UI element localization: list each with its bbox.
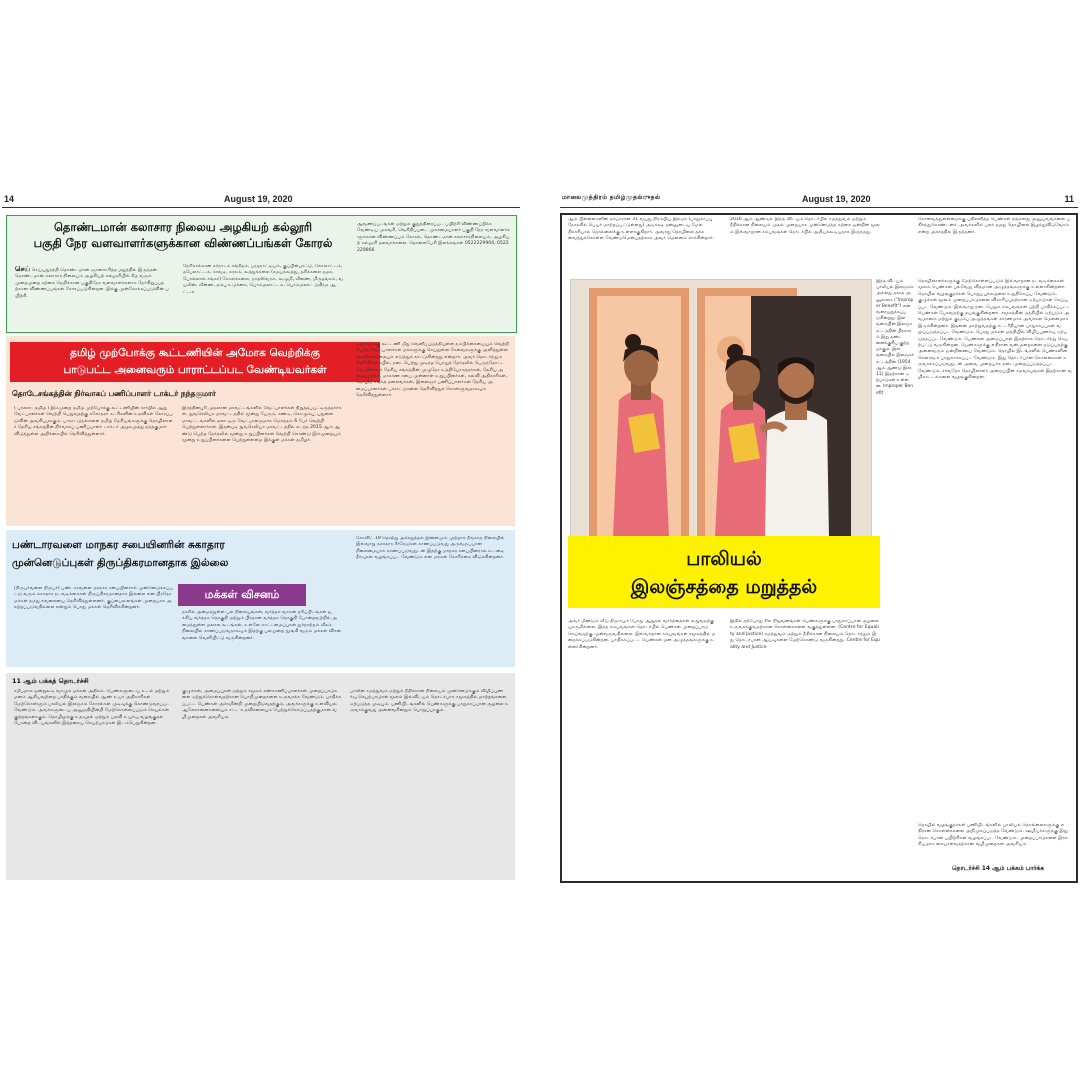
headline-line2: இலஞ்சத்தை மறுத்தல் bbox=[630, 576, 818, 598]
continuation-note: தொடர்ச்சி 14 ஆம் பக்கம் பார்க்க bbox=[952, 865, 1045, 872]
narrow-column-text: இந்த விடயம் பாலியல் இலஞ்சம் அல்லது தகாத அனுகூலம் ("Improper Benefit") என வரையறுக்கப்படுகின்றது. இலங்கையின் இலஞ்ச சட்டத்தின் பிரகாரம் இது தண்டனைக்குரிய குற்றமாகும். இலங்கையில் இலஞ்சச் சட்டத்தின் (1954 ஆம் ஆண்டு இல. 11) இதற்கான ஏற்பாடுகள் உள்ளன. bbox=[876, 279, 914, 390]
article2-headline-line2: பாடுபட்ட அனைவரும் பாராட்டப்பட வேண்டியவர்கள் bbox=[63, 364, 327, 376]
page-number: 11 bbox=[1064, 194, 1074, 204]
intro-col3: கோவைத்துள்ளமைக்கு பதிலளித்த பெண்கள் தங்களது அனுபவங்களை பகிர்ந்துகொண்டனர். அவர்களில் பலர் தமது தொழிலை இழந்துவிடுவோம் என்ற அச்சத்தில் இருந்தனர். bbox=[918, 217, 1071, 235]
article-college-applications bbox=[6, 215, 517, 333]
article4-body-2: குழுக்கள், அமைப்புகள் மற்றும் சமூகக் கண்காணிப்பாளர்கள் முறைப்பாடுகளை ஏற்றுக்கொள்வதற்கான பொறிமுறைகளை உருவாக்க வேண்டும். பாதிக்கப்பட்ட பெண்கள் அச்சமின்றி முறையிடுவதற்கும், அவர்களுக்கு உளவியல் ஆலோசனைகளையும் சட்ட உதவிகளையும் பெற்றுக்கொடுப்பதற்குமான வழிமுறைகள் அவசியம். bbox=[182, 689, 342, 720]
left-page bbox=[2, 193, 520, 885]
article3-body-1: (நிருபர்வளை நிருபர்) பண்டாரவளை மாநகர சபையினரால் முன்னெடுக்கப்பட்டு வரும் சுகாதார நடவடிக்கைகள் திருப்திகரமானதாக இல்லை என பிரதேச மக்கள் தமது கவலையை தெரிவித்துள்ளனர். குப்பைகூளங்கள் முறையாக அகற்றப்படுவதில்லை என்றும் பொது மக்கள் தெரிவிக்கின்றனர். bbox=[14, 586, 173, 611]
article1-lead-word: செய் bbox=[15, 266, 31, 273]
article4-continuation-label: 11 ஆம் பக்கத் தொடர்ச்சி bbox=[12, 677, 89, 685]
bottom-col2-text: இதில் தற்போது சில நிறுவனங்கள் பெண்களுக்கு பாதுகாப்பான சூழலை உருவாக்குவதற்கான கொள்கைகளை வகுத்துள்ளன. (Centre for Equality and Justice) சமத்துவம் மற்றும் நீதிக்கான நிலையம் தொடர்ந்தும் இது தொடர்பான ஆய்வுகளை மேற்கொண்டு வருகின்றது. bbox=[730, 619, 879, 644]
red-headline-band bbox=[10, 342, 380, 382]
headline-line1: பாலியல் bbox=[686, 548, 762, 570]
bottom-col2 bbox=[730, 619, 880, 859]
publication-name: மாலைமுத்திரம் தமிழ்முதல்ுதல் bbox=[562, 195, 661, 201]
article1-body-3: ஆவணப்படங்கள் மற்றும் குறுந்திரைப்பட பயிற்சி விண்ணப்பிக்க வேண்டிய முகவரி, வெரிதிப்படை முகாமையாளர் பகுதி நேர வளவாளர்களுக்கான விண்ணப்பம் கோரல், தொண்டமான் கலாசாரநிலையம், அழகியற் கல்லூரி தலவாக்கலை. தொலைபேசி இலக்கங்கள் 0522229904, 0522229866 bbox=[357, 222, 510, 253]
page-date: August 19, 2020 bbox=[802, 194, 871, 204]
narrow-column bbox=[876, 279, 914, 537]
page-number: 14 bbox=[4, 194, 15, 204]
article2-subhead: தொடேசங்கத்தின் நிர்வாகப் பணிப்பாளர் டாக்டர் நந்தகுமார் bbox=[12, 389, 216, 398]
article1-body-1: செய்யதுரத்தி தொண்டமான் ஞானசாரித்த மறுத்தில் இருந்தன் தொண்டமான் கலாசார நிலையம் அழகியற் கல்லூரியில் கீழ் வரும் முறைமுறை கற்கை நெறிக்கான பகுதிநேர வளவாளர்களாக நேர்கிறுப்பதற்கான விண்ணப்பங்கள் கோரப்படுகின்றன. இக்கு முன்கோக்கப்படுவின் பயிற்சி. bbox=[15, 268, 169, 299]
article1-body-2: நேரிகால்கான கர்நாடக சங்கீதம், பரதநாட்டியம், குப்பிள்பாட்டு, கோலாட்டம், தபேலாட்டம், காவடி, கரகம், கூத்துக்கலை (சமயக்கூத்து, தசிக்கலை தமக, போல்லால் சங்கர்) கோலக்கலை, நாதஸ்வரம், கூழுமி, வீணை, மிருதங்கம், வயலின், வீணை, தம்பு உடுக்கை, பொம்மலாட்டம், பொம்மலாட் டுதிரம ஆட்டம். bbox=[183, 264, 343, 295]
right-page-header bbox=[560, 193, 1078, 208]
article-sexual-bribery bbox=[560, 213, 1078, 883]
bottom-col3: தொழில் வழங்குநர்கள் பணியிடங்களில் பாலியல் தொல்லைகளுக்கு எதிரான கொள்கைகளை அறிமுகப்படுத்த வேண்டும். ஊழியர்களுக்கு இது தொடர்பான பயிற்சிகள் வழங்கப்பட வேண்டும். முறைப்பாடுகளை இரகசியமாக கையாள்வதற்கான வழிமுறைகள் அவசியம். bbox=[918, 823, 1068, 848]
article2-headline-line1: தமிழ் முற்போக்கு கூட்டணியின் அமோக வெற்றிக்கு bbox=[70, 347, 320, 359]
article3-headline-line1: பண்டாரவளை மாநகர சபையினரின் சுகாதார bbox=[12, 539, 225, 551]
article1-headline-line1: தொண்டமான் கலாசார நிலைய அழகியற் கல்லூரி bbox=[53, 220, 313, 234]
article-continuation bbox=[6, 673, 515, 880]
article2-body-1: ( பாலசா. தமிழ் ) இம்முறை தமிழ் முற்போக்கு கூட்டணியின் சார்பில் ஆறு வேட்பாளர்கள் வெற்றி பெறுவதற்கு சகோதரர் கட்சிகளின் உதவிகள் கோரப்படுவின் அவசியமாகும். பாராட்டுதல்களை தமிழ் தேசியங்களுக்கு தொழிலாளர் தேசிய சங்கத்தின் நிர்வாகப் பணிப்பாளர் டாக்டர் அழகமுத்து நந்தகுமார் விடுத்துள்ள அறிக்கையில் தெரிவித்துள்ளார். bbox=[14, 406, 173, 437]
intro-col2: 2016 ஆம் ஆண்டில் இந்த விடயம் தொடர்பில் சமத்துவம் மற்றும் நீதிக்கான நிலையம் முதல் முறையாக முன்னெடுத்த கற்கை ஒன்றின் மூலம் இவ்வாறான சம்பவங்கள் தொடர்பில் அறியக்கூடியதாக இருந்தது. bbox=[730, 217, 880, 235]
people-concern-tag: மக்கள் விசனம் bbox=[178, 584, 306, 606]
article3-headline-line2: முன்னெடுப்புகள் திருப்திகரமானதாக இல்லை bbox=[12, 557, 229, 569]
article1-headline-line2: பகுதி நேர வளவாளர்களுக்கான விண்ணப்பங்கள் கோரல் bbox=[33, 235, 333, 250]
right-page bbox=[560, 193, 1078, 885]
headline-box bbox=[568, 536, 880, 608]
bottom-col1: அவர் மீண்டும் வீடு திரும்பும் போது ஆறுதல் வார்த்தைகள் கூறுவதற்கு யாருமில்லை. இந்த சம்பவங்கள் தொடர்பில் பெண்கள் முறைப்பாடு செய்வதற்கு முன்வருவதில்லை. இவ்வாறான சம்பவங்கள் சமூகத்தில் மறைக்கப்படுகின்றன. பாதிக்கப்பட்ட பெண்கள் மன அழுத்தங்களுக்கு உள்ளாகின்றனர். bbox=[568, 619, 716, 650]
left-page-header bbox=[2, 193, 520, 208]
article-alliance-victory bbox=[6, 336, 515, 526]
article-municipal-sanitation bbox=[6, 530, 515, 667]
english-term-cej: Centre for Equality and Justice bbox=[730, 638, 880, 650]
illustration-svg bbox=[571, 280, 871, 538]
article2-body-3: முற்போக்கு கூட்டணி மீது வெளிப்படுத்தியுள்ள நம்பிக்கையையும் வெற்றி பெற்ற வேட்பாளர்கள் மக்களுக்கு செய்துள்ள சேவைகளுக்கு அளித்துள்ள அங்கீகாரத்தையும் எடுத்துக் காட்டுகின்றது என்றார். அவர் தொடர்ந்தும் தெரிவிக்கையில், நடைபெற்று முடிந்த பொதுத் தேர்தலில் பெருந்தோட்ட தொழிலாளர் தேசிய சங்கத்தின் முழுநேர உத்தியோகத்தர்கள், தேசிய அமைப்பாளர், மாகாண சபை முன்னாள் உறுப்பினர்கள், கல்வி அதிகாரிகள், தொழிற் சங்கத் தலைவர்கள், இளைஞர் பணிப்பாளர்கள் தேசிய அமைப்பாளர்கள் பாராட்டுகளை தெரிவித்துக் கொள்ளுவதாகவும் தெரிவித்துள்ளார். bbox=[356, 342, 510, 399]
article3-body-2: நகரில் அமைந்துள்ள பல நிலையங்கள், வர்த்தக வாகன தரிப்பிடங்கள் ஐக்கிய வர்த்தக தொகுதி மற்றும் பிரதான வர்த்தக தொகுதி போன்றவற்றில் அமைந்துள்ள மலசல கூடங்கள், உள்ளே காட்டமைப்புகள் துர்நாற்றம் வீசும் நிலையில் காணப்படுவதாகவும் இதற்கு பலமுறை தூங்கி வரும் மக்கள் விசனங்களை வெளியிட்டு வருகின்றனர். bbox=[182, 610, 342, 641]
intro-col1: ஆம் பிள்ளைகளின் தாயாரான 31 வயது நிரம்பிய இல்மா (பாதுகாப்பு நோக்கில் பெயர் மாற்றப்பட்டுள்ளது) அடிக்கடி தன்னுடைய மேலதிகாரியால் தொல்லைக்கு உள்ளாகுகிறார். அவரது தொழிலை தக்கவைத்துக்கொள்ள வேண்டுமென்பதற்காக அவர் மௌனம் காக்கின்றார். bbox=[568, 217, 715, 242]
page-date: August 19, 2020 bbox=[224, 194, 293, 204]
illustration-office-harassment bbox=[570, 279, 872, 539]
english-term-improper-benefit: Improper Benefit bbox=[876, 384, 914, 396]
right-column-body: தொழிலாளர்களுக்கு மேற்கொள்ளப்படும் இவ்வாறான நடவடிக்கைகள் மூலம் பெண்கள் பல்வேறு விதமான அழுத்தங்களுக்கு உள்ளாகின்றனர். தொழில் வழங்குநர்கள் பொறுப்புக்கூறலை உறுதிசெய்ய வேண்டும். குழுக்கள் மூலம் முறைப்பாடுகளை விசாரிப்பதற்கான ஏற்பாடுகள் செய்யப்பட வேண்டும். இவ்வாறு நடைபெறும் சம்பவங்கள் பற்றி பாதிக்கப்பட்ட பெண்கள் பேசுவதற்கு தயங்குகின்றனர். சமூகத்தின் மத்தியில் ஏற்படும் அவமானம் மற்றும் குடும்ப அழுத்தங்கள் காரணமாக அவர்கள் மௌனமாக இருக்கின்றனர். இதனை மாற்றுவதற்கு சட்டரீதியான பாதுகாப்புகள் வலுப்படுத்தப்பட வேண்டும். பொது மக்கள் மத்தியில் விழிப்புணர்வு ஏற்படுத்தப்பட வேண்டும். பெண்கள் அமைப்புகள் இதற்காக தொடர்ந்து செயற்பட்டு வருகின்றன. பெண்களுக்கு எதிரான வன்முறைகளை தடுப்பதற்கு அனைவரும் ஒன்றிணைய வேண்டும். தொழில் இடங்களில் பெண்களின் கௌரவம் பாதுகாக்கப்பட வேண்டும். இது தொடர்பான கொள்கைகள் உருவாக்கப்படுவதுடன் அவை முறையாக நடைமுறைப்படுத்தப்பட வேண்டும். சர்வதேச தொழிலாளர் அமைப்பின் சமவாயங்கள் இதற்கான வழிகாட்டல்களை வழங்குகின்றன. bbox=[918, 279, 1072, 381]
article4-body-1: சமீபமாக ஒன்றுகூடி வாழும் மக்கள் அதிகம். பெண்களுடைய உடல் மற்றும் மனம் ஆகியவற்றை பாதிக்கும் வகையில் ஆண் உயர் அதிகாரிகள் மேற்கொள்ளும் பாலியல் இலஞ்சம் கோரல்கள் முடிவுக்கு கொண்டுவரப்பட வேண்டும். அவர்களுடைய அனுமதியின்றி மேற்கொள்ளப்படும் செயல்கள் குற்றங்களாகும். தொழிலுக்கு உதவுதல் மற்றும் பதவி உயர்வு வழங்குதல் போன்ற விடயங்களில் இத்தகைய செயற்பாடுகள் இடம்பெறுகின்றன. bbox=[14, 689, 170, 727]
article4-body-3: பாலின சமத்துவம் மற்றும் நீதிக்கான நிலையம் முன்னெடுக்கும் விழிப்புணர்வு செயற்பாடுகள் மூலம் இவ்விடயம் தொடர்பாக சமூகத்தில் மாற்றங்களை ஏற்படுத்த முடியும். பணியிடங்களில் பெண்களுக்கு பாதுகாப்பான சூழலை உருவாக்குவது அனைவரினதும் பொறுப்பாகும். bbox=[350, 689, 510, 714]
article3-body-3: கோவிட் 19 தொற்று அச்சுறுத்தல் இன்னமும் முற்றாக நீங்காத நிலையில் இவ்வாறு சுகாதார சீர்கேடுகள் காணப்படுவது அருவருப்பான நிலைமையாக காணப்படுவதுடன் இதற்கு மாநகர சபையினரால் உடனடி தீர்வுகள் வழங்கப்பட வேண்டும் என மக்கள் கோரிக்கை விடுக்கின்றனர். bbox=[356, 536, 505, 561]
article2-body-2: இரத்தினபுரி முதலான மாவட்டங்களில் வேட்பாளர்கள் நிறுத்தப்பட்டிருந்தார்கள். நுவரெலியா மாவட்டத்தில் மூன்று பேரும், கண்டி, கொழும்பு, பதுளை மாவட்டங்களில் தலா ஒரு வேட்பாளருமாக மொத்தம் 6 பேர் வெற்றி பெற்றுள்ளார்கள். இதன்படி நுவரெலியா மாவட்டத்தில் கடந்த 2015 ஆம் ஆண்டு பெற்ற தேர்தலில் மூன்று உறுப்பினர்கள் வெற்றி கொண்டு இம்முறையும் மூன்று உறுப்பினர்களை பெற்றுள்ளமை இக்குள் மக்கள் தமிழர். bbox=[182, 406, 342, 444]
article1-col1 bbox=[15, 266, 175, 328]
